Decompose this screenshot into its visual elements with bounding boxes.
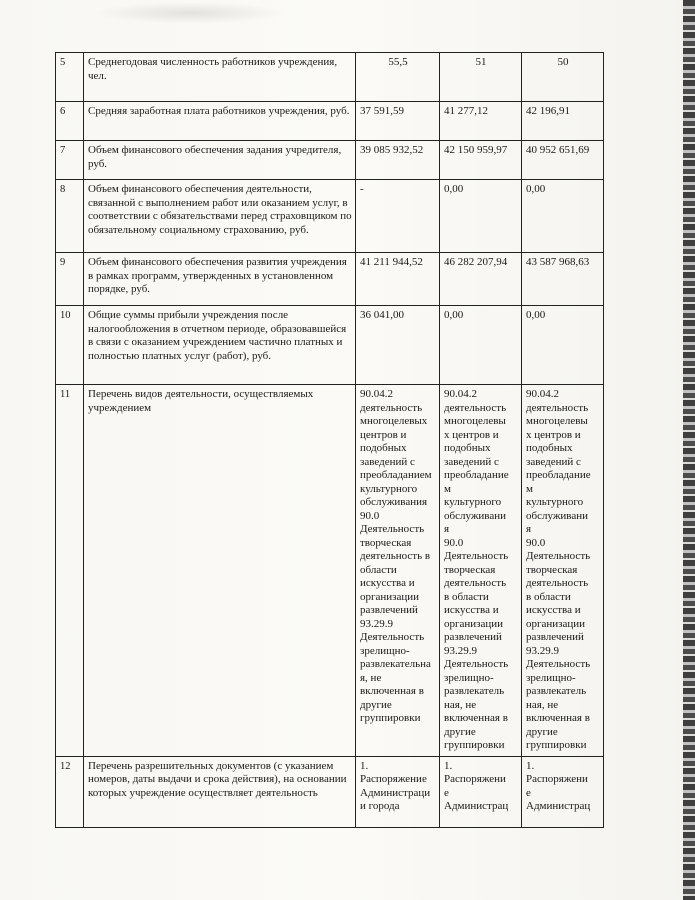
row-description: Объем финансового обеспечения развития учреждения в рамках программ, утвержденных в установленном порядке, руб.: [84, 253, 356, 306]
value-cell: 51: [440, 53, 522, 102]
row-description: Общие суммы прибыли учреждения после налогообложения в отчетном периоде, образовавшейся в связи с оказанием учреждением частично платных и полностью платных услуг (работ), руб.: [84, 306, 356, 385]
value-cell: 36 041,00: [356, 306, 440, 385]
row-number: 10: [56, 306, 84, 385]
value-cell: 50: [522, 53, 604, 102]
value-cell: 90.04.2 деятельность многоцелевы х центров и подобных заведений с преобладание м культурного обслуживани я 90.0 Деятельность творческая деятельность в области искусства и организации развлечений 93.29.9 Деятельность зрелищно- развлекатель ная, не включенная в другие группировки: [522, 385, 604, 757]
value-cell: 40 952 651,69: [522, 141, 604, 180]
row-number: 6: [56, 102, 84, 141]
value-cell: -: [356, 180, 440, 253]
table-row: [56, 306, 604, 385]
value-cell: 90.04.2 деятельность многоцелевых центров и подобных заведений с преобладанием культурного обслуживания 90.0 Деятельность творческая деятельность в области искусства и организации развлечений 93.29.9 Деятельность зрелищно- развлекательна я, не включенная в другие группировки: [356, 385, 440, 757]
value-cell: 41 277,12: [440, 102, 522, 141]
value-cell: 90.04.2 деятельность многоцелевы х центров и подобных заведений с преобладание м культурного обслуживани я 90.0 Деятельность творческая деятельность в области искусства и организации развлечений 93.29.9 Деятельность зрелищно- развлекатель ная, не включенная в другие группировки: [440, 385, 522, 757]
scan-edge-artifact: [683, 0, 695, 900]
indicators-table: [55, 52, 604, 828]
row-number: 7: [56, 141, 84, 180]
table-row: [56, 385, 604, 757]
table-row: [56, 102, 604, 141]
table-row: [56, 141, 604, 180]
value-cell: 0,00: [440, 306, 522, 385]
value-cell: 42 196,91: [522, 102, 604, 141]
value-cell: 1. Распоряжени е Администрац: [522, 756, 604, 827]
bleed-through-mark: [95, 2, 285, 24]
table-row: [56, 756, 604, 827]
row-number: 11: [56, 385, 84, 757]
value-cell: 42 150 959,97: [440, 141, 522, 180]
row-description: Перечень видов деятельности, осуществляемых учреждением: [84, 385, 356, 757]
row-description: Перечень разрешительных документов (с указанием номеров, даты выдачи и срока действия), на основании которых учреждение осуществляет деятельность: [84, 756, 356, 827]
value-cell: 41 211 944,52: [356, 253, 440, 306]
value-cell: 0,00: [522, 180, 604, 253]
table-row: [56, 180, 604, 253]
value-cell: 1. Распоряжение Администраци и города: [356, 756, 440, 827]
value-cell: 46 282 207,94: [440, 253, 522, 306]
value-cell: 1. Распоряжени е Администрац: [440, 756, 522, 827]
value-cell: 0,00: [440, 180, 522, 253]
row-number: 9: [56, 253, 84, 306]
value-cell: 39 085 932,52: [356, 141, 440, 180]
row-description: Среднегодовая численность работников учреждения, чел.: [84, 53, 356, 102]
value-cell: 43 587 968,63: [522, 253, 604, 306]
table-row: [56, 253, 604, 306]
row-description: Средняя заработная плата работников учреждения, руб.: [84, 102, 356, 141]
row-number: 12: [56, 756, 84, 827]
value-cell: 55,5: [356, 53, 440, 102]
row-number: 8: [56, 180, 84, 253]
row-description: Объем финансового обеспечения задания учредителя, руб.: [84, 141, 356, 180]
row-number: 5: [56, 53, 84, 102]
row-description: Объем финансового обеспечения деятельности, связанной с выполнением работ или оказанием услуг, в соответствии с обязательствами перед страховщиком по обязательному социальному страхованию, руб.: [84, 180, 356, 253]
value-cell: 0,00: [522, 306, 604, 385]
value-cell: 37 591,59: [356, 102, 440, 141]
table-row: [56, 53, 604, 102]
